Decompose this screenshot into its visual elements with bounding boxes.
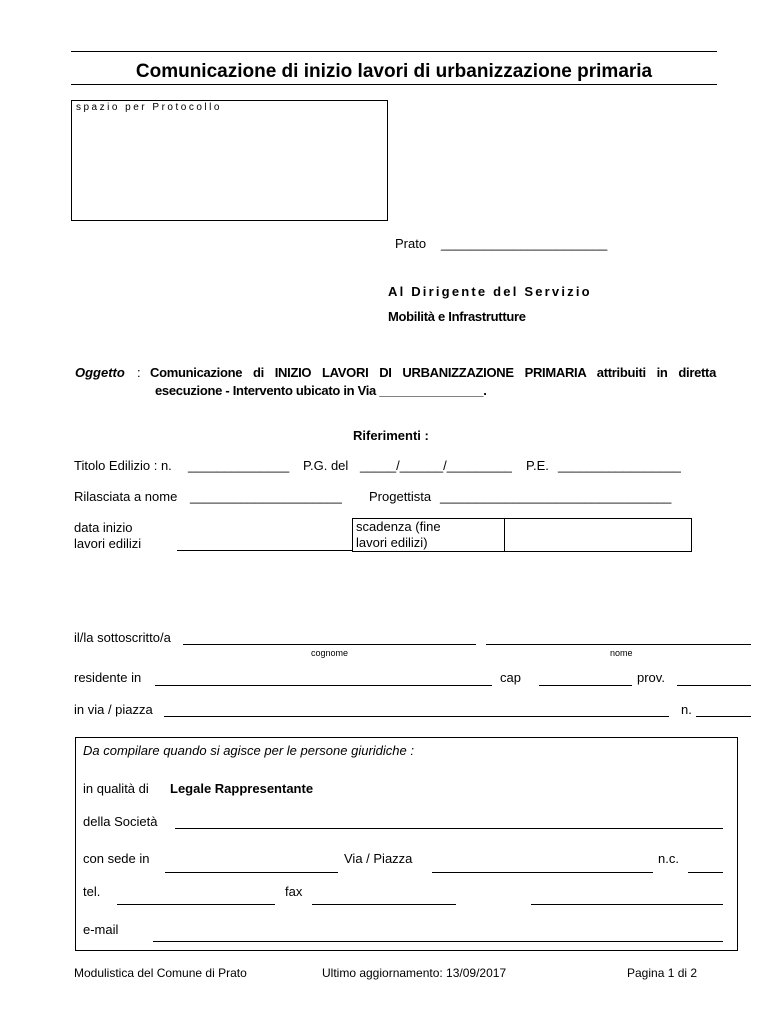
references-heading: Riferimenti : bbox=[353, 428, 429, 443]
residente-field[interactable] bbox=[155, 685, 492, 686]
data-inizio-label-1: data inizio bbox=[74, 520, 133, 535]
via-piazza-label: Via / Piazza bbox=[344, 851, 413, 866]
footer-right: Pagina 1 di 2 bbox=[627, 966, 698, 980]
titolo-label: Titolo Edilizio : n. bbox=[74, 458, 172, 473]
nc-field[interactable] bbox=[688, 872, 723, 873]
date-field[interactable]: _______________________ bbox=[441, 236, 608, 251]
n-label: n. bbox=[681, 702, 692, 717]
pg-label: P.G. del bbox=[303, 458, 349, 473]
sede-label: con sede in bbox=[83, 851, 150, 866]
rilasciata-field[interactable]: _____________________ bbox=[190, 489, 342, 504]
subject-label: Oggetto bbox=[75, 365, 125, 380]
nome-field[interactable] bbox=[486, 644, 751, 645]
data-inizio-field[interactable] bbox=[177, 550, 352, 551]
cap-field[interactable] bbox=[539, 685, 632, 686]
via-field[interactable] bbox=[164, 716, 669, 717]
extra-contact-field[interactable] bbox=[531, 904, 723, 905]
fax-label: fax bbox=[285, 884, 303, 899]
rilasciata-label: Rilasciata a nome bbox=[74, 489, 178, 504]
protocol-box[interactable] bbox=[71, 100, 388, 221]
pe-label: P.E. bbox=[526, 458, 549, 473]
scadenza-label-2: lavori edilizi) bbox=[356, 535, 428, 550]
title-underline bbox=[71, 84, 717, 85]
prov-field[interactable] bbox=[677, 685, 751, 686]
sede-field[interactable] bbox=[165, 872, 338, 873]
cap-label: cap bbox=[500, 670, 521, 685]
data-inizio-label-2: lavori edilizi bbox=[74, 536, 142, 551]
subject-separator: : bbox=[137, 365, 141, 380]
nc-label: n.c. bbox=[658, 851, 679, 866]
prov-label: prov. bbox=[637, 670, 665, 685]
protocol-label: spazio per Protocollo bbox=[76, 102, 222, 113]
tel-label: tel. bbox=[83, 884, 101, 899]
email-field[interactable] bbox=[153, 941, 723, 942]
progettista-field[interactable]: ________________________________ bbox=[440, 489, 672, 504]
sottoscritto-label: il/la sottoscritto/a bbox=[74, 630, 171, 645]
societa-field[interactable] bbox=[175, 828, 723, 829]
footer-center: Ultimo aggiornamento: 13/09/2017 bbox=[322, 966, 507, 980]
fax-field[interactable] bbox=[312, 904, 456, 905]
residente-label: residente in bbox=[74, 670, 142, 685]
company-intro: Da compilare quando si agisce per le persone giuridiche : bbox=[83, 743, 414, 758]
footer-left: Modulistica del Comune di Prato bbox=[74, 966, 247, 980]
nome-caption: nome bbox=[610, 648, 633, 658]
subject-line1: Comunicazione di INIZIO LAVORI DI URBANIZZAZIONE PRIMARIA attribuiti in diretta bbox=[150, 365, 716, 380]
place-label: Prato bbox=[395, 236, 427, 251]
via-label: in via / piazza bbox=[74, 702, 153, 717]
societa-label: della Società bbox=[83, 814, 158, 829]
document-title: Comunicazione di inizio lavori di urbanizzazione primaria bbox=[135, 61, 653, 82]
subject-line2: esecuzione - Intervento ubicato in Via _______________. bbox=[155, 383, 487, 398]
top-rule bbox=[71, 51, 717, 52]
pe-field[interactable]: _________________ bbox=[558, 458, 681, 473]
company-box bbox=[75, 737, 738, 951]
pg-field[interactable]: _____/______/_________ bbox=[360, 458, 512, 473]
n-field[interactable] bbox=[696, 716, 751, 717]
recipient-line1: Al Dirigente del Servizio bbox=[388, 284, 592, 299]
scadenza-label-1: scadenza (fine bbox=[356, 519, 441, 534]
titolo-field[interactable]: ______________ bbox=[188, 458, 290, 473]
recipient-line2: Mobilità e Infrastrutture bbox=[388, 309, 526, 324]
progettista-label: Progettista bbox=[369, 489, 432, 504]
qualita-label: in qualità di bbox=[83, 781, 149, 796]
qualita-value: Legale Rappresentante bbox=[170, 781, 314, 796]
cognome-field[interactable] bbox=[183, 644, 476, 645]
tel-field[interactable] bbox=[117, 904, 275, 905]
via-piazza-field[interactable] bbox=[432, 872, 653, 873]
scadenza-field[interactable] bbox=[506, 520, 689, 550]
scadenza-divider bbox=[504, 518, 505, 551]
email-label: e-mail bbox=[83, 922, 119, 937]
cognome-caption: cognome bbox=[311, 648, 349, 658]
